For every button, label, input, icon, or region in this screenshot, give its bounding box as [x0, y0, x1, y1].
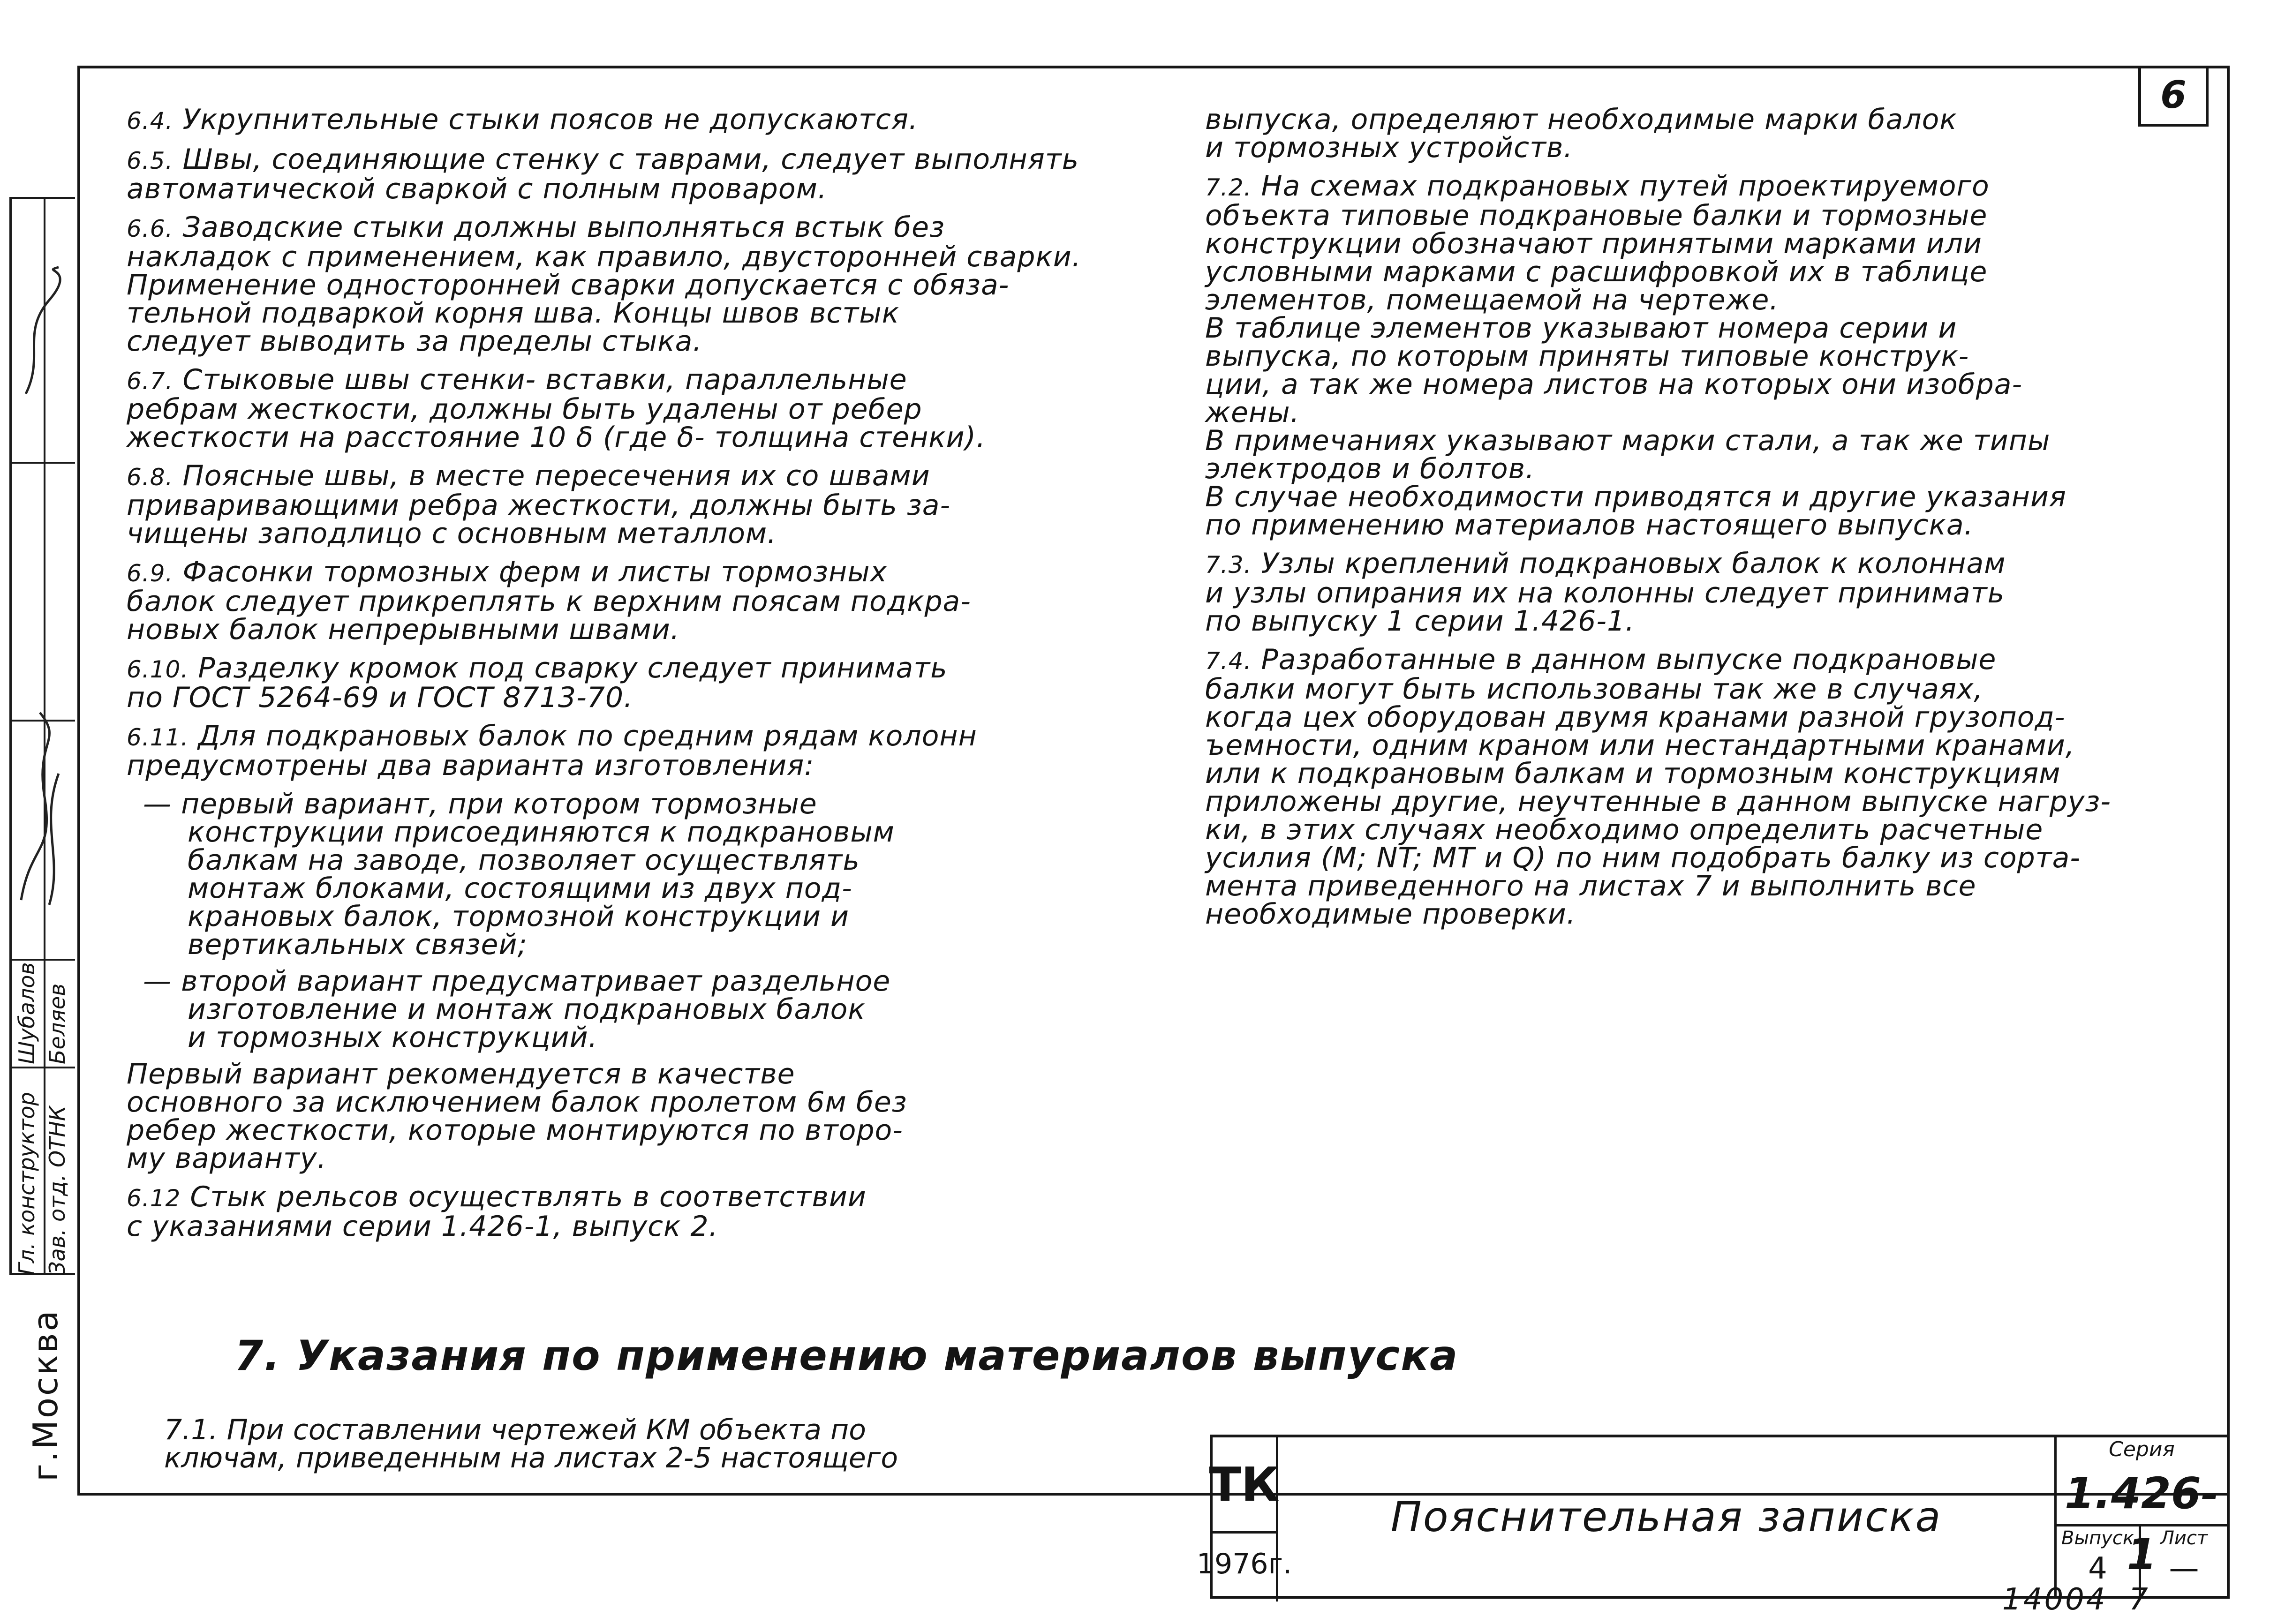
- clause-6-6: 6.6. Заводские стыки должны выполняться встык без накладок с применением, как правило, двусторонней сварки. Применение односторонней сварки допускается с обяза- тельной подваркой корня шва. Концы швов встык следует выводить за пределы стыка.: [127, 211, 1081, 358]
- section-7-heading: 7. Указания по применению материалов выпуска: [234, 1331, 1459, 1380]
- right-text-column: [1205, 105, 2190, 939]
- org-code: ТК: [1213, 1437, 1276, 1534]
- clause-7-2: 7.2. На схемах подкрановых путей проектируемого объекта типовые подкрановые балки и тормозные конструкции обозначают принятыми марками или условными марками с расшифровкой их в таблице элементов, помещаемой на чертеже. В таблице элементов указывают номера серии и выпуска, по которым приняты типовые конструк- ции, а так же номера листов на которых они изобра- жены. В примечаниях указывают марки стали, а так же типы электродов и болтов. В случае необходимости приводятся и другие указания по применению материалов настоящего выпуска.: [1205, 170, 2067, 541]
- clause-6-5: 6.5. Швы, соединяющие стенку с таврами, следует выполнять автоматической сваркой с полным проваром.: [127, 143, 1079, 205]
- city-label: г.Москва: [26, 1308, 65, 1481]
- org-year: 1976г.: [1196, 1548, 1292, 1580]
- issue-label: Выпуск: [2061, 1527, 2134, 1549]
- sheet-cell: [2141, 1526, 2227, 1596]
- clause-7-1-continued: выпуска, определяют необходимые марки балок и тормозных устройств.: [1205, 103, 1957, 164]
- signature-mark: [12, 703, 73, 914]
- clause-6-7: 6.7. Стыковые швы стенки- вставки, параллельные ребрам жесткости, должны быть удалены от ребер жесткости на расстояние 10 δ (где δ- толщина стенки).: [127, 363, 986, 454]
- signature-mark: [12, 263, 73, 403]
- document-title: Пояснительная записка: [1278, 1437, 2057, 1596]
- first-variant-note: Первый вариант рекомендуется в качестве основного за исключением балок пролетом 6м без ребер жесткости, которые монтируются по второ- му варианту.: [127, 1058, 907, 1175]
- archive-number: 14004: [2002, 1582, 2107, 1617]
- sheet-label: Лист: [2160, 1527, 2208, 1549]
- stamp-role-head: Зав. отд. ОТНК: [45, 1105, 70, 1275]
- title-block-org: [1196, 1437, 1292, 1601]
- clause-7-3: 7.3. Узлы креплений подкрановых балок к колоннам и узлы опирания их на колонны следует принимать по выпуску 1 серии 1.426-1.: [1205, 547, 2006, 638]
- sheet-value: —: [2169, 1551, 2199, 1586]
- variant-second: — второй вариант предусматривает раздельное изготовление и монтаж подкрановых балок и тормозных конструкций.: [143, 965, 891, 1054]
- stamp-role-chief: Гл. конструктор: [14, 1092, 39, 1275]
- clause-6-9: 6.9. Фасонки тормозных ферм и листы тормозных балок следует прикреплять к верхним поясам подкра- новых балок непрерывными швами.: [127, 556, 971, 646]
- clause-6-10: 6.10. Разделку кромок под сварку следует принимать по ГОСТ 5264-69 и ГОСТ 8713-70.: [127, 652, 948, 714]
- clause-7-1: 7.1. При составлении чертежей КМ объекта по ключам, приведенным на листах 2-5 настоящего: [164, 1413, 898, 1474]
- left-text-column: [127, 105, 1149, 1251]
- clause-6-4: 6.4. Укрупнительные стыки поясов не допускаются.: [127, 103, 919, 136]
- stamp-name-2: Беляев: [45, 983, 70, 1064]
- title-block-series: [2057, 1437, 2227, 1596]
- clause-7-4: 7.4. Разработанные в данном выпуске подкрановые балки могут быть использованы так же в случаях, когда цех оборудован двумя кранами разной грузопод- ъемности, одним краном или нестандартными кранами, или к подкрановым балкам и тормозным конструкциям приложены другие, неучтенные в данном выпуске нагруз- ки, в этих случаях необходимо определить расчетные усилия (M; NT; MT и Q) по ним подобрать балку из сорта- мента приведенного на листах 7 и выполнить все необходимые проверки.: [1205, 643, 2111, 931]
- series-value: 1.426-1: [2057, 1463, 2227, 1526]
- clause-6-8: 6.8. Поясные швы, в месте пересечения их со швами приваривающими ребра жесткости, должны быть за- чищены заподлицо с основным металлом.: [127, 459, 951, 550]
- sheet-number: 6: [2160, 73, 2187, 117]
- title-block: [1196, 1435, 2230, 1599]
- clause-6-11: 6.11. Для подкрановых балок по средним рядам колонн предусмотрены два варианта изготовления:: [127, 720, 977, 782]
- clause-6-12: 6.12 Стык рельсов осуществлять в соответствии с указаниями серии 1.426-1, выпуск 2.: [127, 1180, 867, 1243]
- stamp-name-1: Шубалов: [14, 962, 39, 1064]
- archive-page: 7: [2129, 1582, 2148, 1617]
- issue-value: 4: [2088, 1551, 2107, 1586]
- series-label: Серия: [2109, 1437, 2175, 1461]
- variant-first: — первый вариант, при котором тормозные конструкции присоединяются к подкрановым балкам на заводе, позволяет осуществлять монтаж блоками, состоящими из двух под- крановых балок, тормозной конструкции и вертикальных связей;: [143, 788, 895, 961]
